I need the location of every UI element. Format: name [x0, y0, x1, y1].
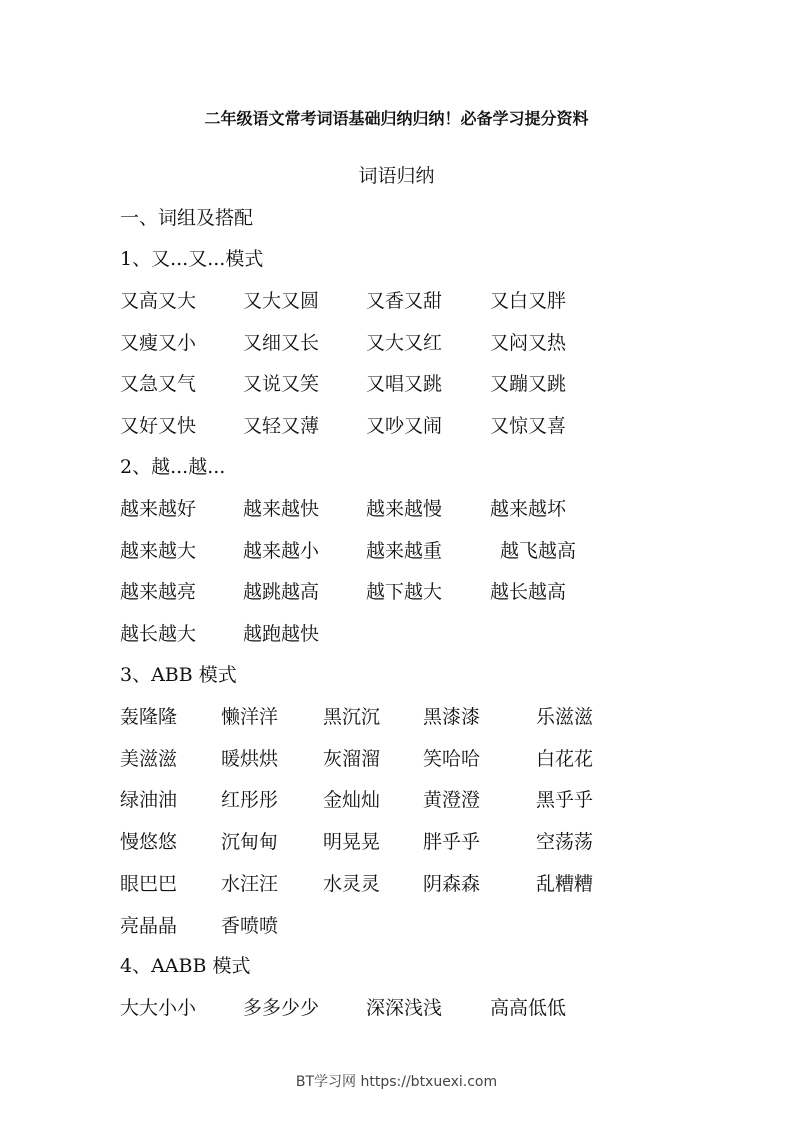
- section-heading: 一、词组及搭配: [120, 207, 254, 229]
- word-item: 又闷又热: [490, 331, 567, 354]
- footer-watermark: BT学习网 https://btxuexi.com: [295, 1074, 498, 1090]
- word-row: [0, 869, 793, 895]
- word-item: 阴森森: [423, 872, 481, 895]
- word-item: 越下越大: [366, 581, 443, 604]
- word-item: 又大又红: [366, 331, 443, 354]
- word-row: [0, 494, 793, 520]
- word-item: 又吵又闹: [366, 415, 443, 438]
- word-item: 又说又笑: [243, 373, 320, 396]
- word-row: [0, 993, 793, 1019]
- word-row: [0, 619, 793, 645]
- word-row: [0, 369, 793, 395]
- word-item: 越来越大: [120, 539, 197, 562]
- word-item: 又好又快: [120, 415, 197, 438]
- word-item: 深深浅浅: [366, 997, 443, 1019]
- word-row: [0, 827, 793, 853]
- word-item: 黄澄澄: [423, 789, 481, 812]
- word-item: 轰隆隆: [120, 706, 178, 728]
- word-row: [0, 785, 793, 811]
- word-item: 越来越快: [243, 498, 320, 520]
- word-item: 越跑越快: [243, 623, 320, 646]
- word-item: 眼巴巴: [120, 872, 178, 895]
- word-item: 越来越小: [243, 539, 320, 562]
- word-item: 又唱又跳: [366, 373, 443, 396]
- word-item: 空荡荡: [536, 831, 594, 854]
- word-item: 黑漆漆: [423, 706, 481, 728]
- word-item: 又高又大: [120, 290, 197, 312]
- word-item: 香喷喷: [221, 914, 279, 937]
- word-row: [0, 911, 793, 937]
- word-item: 又惊又喜: [490, 415, 567, 438]
- word-item: 乱糟糟: [536, 872, 594, 895]
- word-item: 乐滋滋: [536, 706, 594, 728]
- word-item: 又瘦又小: [120, 331, 197, 354]
- word-item: 高高低低: [490, 997, 567, 1019]
- word-item: 越来越重: [366, 539, 443, 562]
- word-item: 沉甸甸: [221, 831, 279, 854]
- word-row: [0, 328, 793, 354]
- word-item: 绿油油: [120, 789, 178, 812]
- word-item: 笑哈哈: [423, 747, 481, 770]
- word-item: 又细又长: [243, 331, 320, 354]
- group-heading: 3、ABB 模式: [120, 664, 237, 686]
- word-row: [0, 286, 793, 312]
- word-row: [0, 411, 793, 437]
- word-item: 黑沉沉: [323, 706, 381, 728]
- word-item: 红彤彤: [221, 789, 279, 812]
- word-item: 黑乎乎: [536, 789, 594, 812]
- group-heading: 4、AABB 模式: [120, 955, 251, 977]
- section-title: 词语归纳: [358, 165, 435, 187]
- word-item: 亮晶晶: [120, 914, 178, 937]
- word-item: 白花花: [536, 747, 594, 770]
- word-item: 越飞越高: [500, 539, 577, 562]
- word-item: 水灵灵: [323, 872, 381, 895]
- word-item: 美滋滋: [120, 747, 178, 770]
- word-item: 越来越坏: [490, 498, 567, 520]
- word-item: 越来越慢: [366, 498, 443, 520]
- word-item: 又大又圆: [243, 290, 320, 312]
- word-item: 大大小小: [120, 997, 197, 1019]
- word-item: 又轻又薄: [243, 415, 320, 438]
- word-row: [0, 744, 793, 770]
- word-item: 越来越亮: [120, 581, 197, 604]
- word-item: 金灿灿: [323, 789, 381, 812]
- word-row: [0, 536, 793, 562]
- word-item: 胖乎乎: [423, 831, 481, 854]
- word-item: 又急又气: [120, 373, 197, 396]
- word-item: 越来越好: [120, 498, 197, 520]
- group-heading: 2、越...越...: [120, 456, 226, 478]
- word-item: 暖烘烘: [221, 747, 279, 770]
- word-item: 多多少少: [243, 997, 320, 1019]
- document-title: 二年级语文常考词语基础归纳归纳！必备学习提分资料: [204, 109, 589, 128]
- word-item: 明晃晃: [323, 831, 381, 854]
- word-item: 慢悠悠: [120, 831, 178, 854]
- word-item: 越长越高: [490, 581, 567, 604]
- word-item: 又蹦又跳: [490, 373, 567, 396]
- word-row: [0, 702, 793, 728]
- word-item: 懒洋洋: [221, 706, 279, 728]
- word-item: 灰溜溜: [323, 747, 381, 770]
- word-item: 又香又甜: [366, 290, 443, 312]
- word-item: 水汪汪: [221, 872, 279, 895]
- word-item: 又白又胖: [490, 290, 567, 312]
- word-item: 越跳越高: [243, 581, 320, 604]
- group-heading: 1、又...又...模式: [120, 248, 264, 270]
- word-item: 越长越大: [120, 623, 197, 646]
- word-row: [0, 577, 793, 603]
